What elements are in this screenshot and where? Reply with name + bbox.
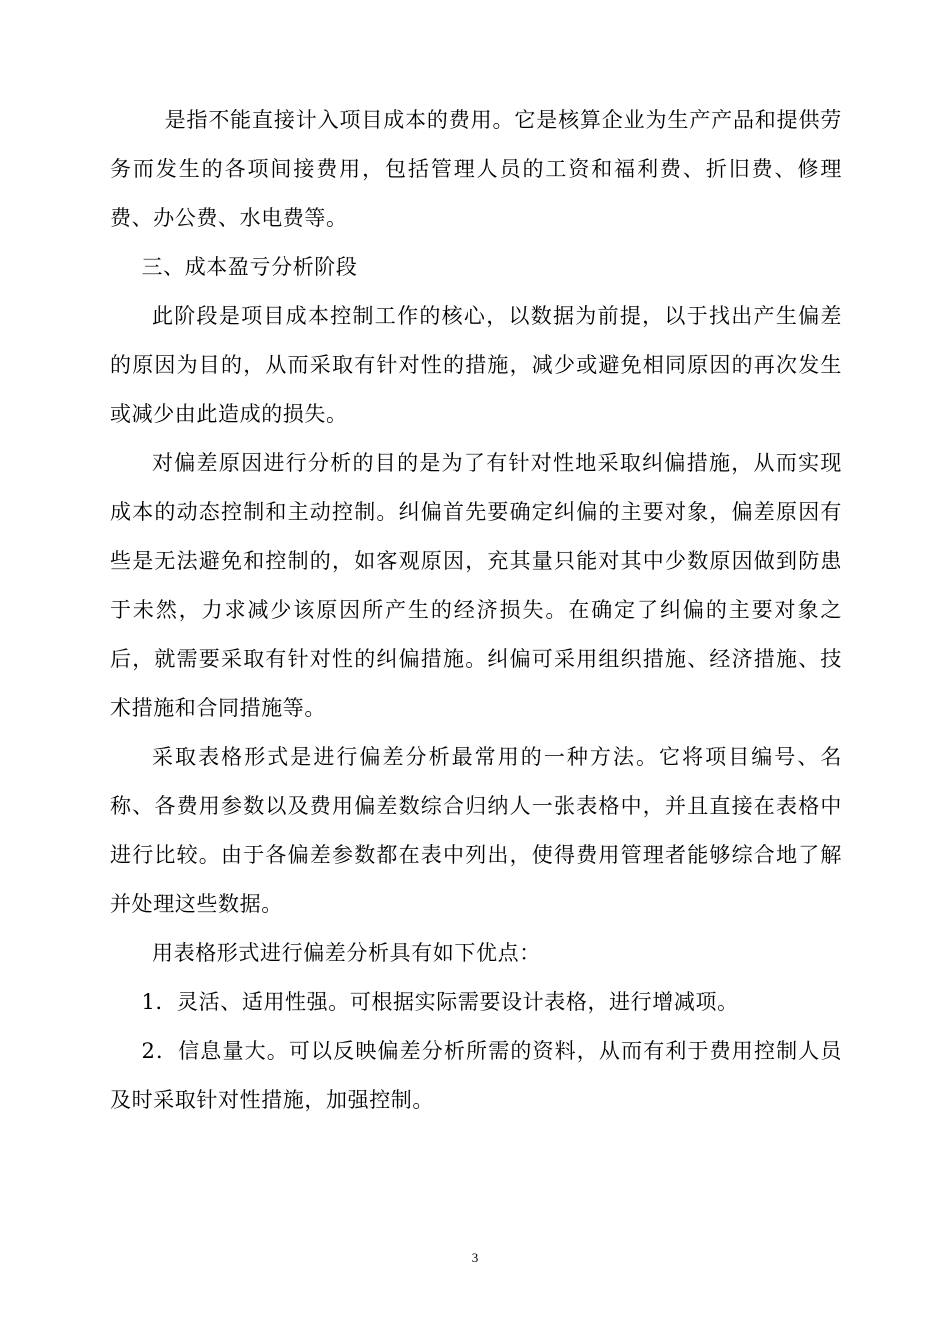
paragraph-table-method: 采取表格形式是进行偏差分析最常用的一种方法。它将项目编号、名称、各费用参数以及费用偏差数综合归纳人一张表格中，并且直接在表格中进行比较。由于各偏差参数都在表中列出，使得费用管理者能够综合地了解并处理这些数据。 — [110, 745, 842, 916]
section-heading: 三、成本盈亏分析阶段 — [141, 255, 358, 279]
paragraph-stage-core: 此阶段是项目成本控制工作的核心，以数据为前提，以于找出产生偏差的原因为目的，从而采取有针对性的措施，减少或避免相同原因的再次发生或减少由此造成的损失。 — [110, 304, 842, 426]
list-item-advantage-1: 1．灵活、适用性强。可根据实际需要设计表格，进行增减项。 — [141, 990, 739, 1014]
paragraph-indirect-cost-definition: 是指不能直接计入项目成本的费用。它是核算企业为生产产品和提供劳务而发生的各项间接费用，包括管理人员的工资和福利费、折旧费、修理费、办公费、水电费等。 — [110, 108, 842, 230]
list-item-advantage-2: 2．信息量大。可以反映偏差分析所需的资料，从而有利于费用控制人员及时采取针对性措施，加强控制。 — [110, 1039, 842, 1112]
page-number: 3 — [471, 1250, 479, 1265]
paragraph-deviation-analysis-purpose: 对偏差原因进行分析的目的是为了有针对性地采取纠偏措施，从而实现成本的动态控制和主动控制。纠偏首先要确定纠偏的主要对象，偏差原因有些是无法避免和控制的，如客观原因，充其量只能对其中少数原因做到防患于未然，力求减少该原因所产生的经济损失。在确定了纠偏的主要对象之后，就需要采取有针对性的纠偏措施。纠偏可采用组织措施、经济措施、技术措施和合同措施等。 — [110, 451, 842, 720]
document-body — [110, 96, 842, 1125]
paragraph-advantages-intro: 用表格形式进行偏差分析具有如下优点： — [152, 941, 541, 965]
